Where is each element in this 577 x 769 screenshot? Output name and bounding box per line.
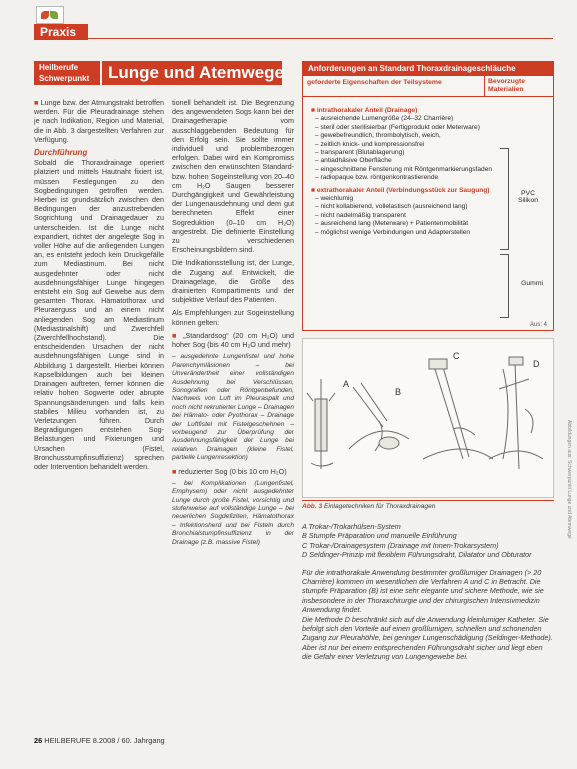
logo-leaf-red-icon: [41, 11, 49, 19]
side-strip-text: Abbildungen aus: Schwerpunkt Lunge und Atemwege: [566, 420, 572, 539]
legend-item-c: C Trokar-/Drainagesystem (Drainage mit Innen-Trokarsystem): [302, 540, 499, 550]
section-divider: [88, 38, 553, 39]
text-column-2: [172, 98, 294, 730]
table-section-extrathoracic: ■ extrathorakaler Anteil (Verbindungsstück zur Saugung): [311, 186, 490, 194]
list-item-text: „Standardsog“ (20 cm H₂O) und hoher Sog (bis 40 cm H₂O und mehr): [172, 330, 294, 350]
body-paragraph: tionell behandelt ist. Die Begrenzung des angewendeten Sogs kann bei der Drainagetherapie vom ausschlaggebenden Bedeutung für den Erfolg sein. Sie sollte immer individuell und problembezogen erfolgen. Dabei wird ein Kompromiss zwischen den erwünschten Standard- bzw. hohen Sogeinstellung von 20–40 cm H₂O Saugen besserer Durchgängigkeit und Gewährleistung der Lungenausdehnung und dem gut berechneten Effekt einer Sogreduktion (0–10 cm H₂O) angestrebt. Die definierte Einstellung zu verschiedenen Erscheinungsbildern sind.: [172, 98, 294, 255]
legend-item-a: A Trokar-/Trokarhülsen-System: [302, 522, 401, 531]
table-header-row: [303, 76, 553, 97]
technique-a-drawing: [307, 379, 335, 469]
figure-caption: [302, 500, 554, 510]
technique-d-drawing: [489, 357, 543, 469]
table-item: – weichlumig: [315, 195, 354, 203]
brace-bracket-2: [500, 254, 509, 318]
table-item: – ausreichend lang (Meterware) + Patientenmobilität: [315, 220, 469, 228]
body-paragraph: Die Indikationsstellung ist, der Lunge, die Zugang auf. Entwickelt, die Drainagelage, die Größe des drainierten Kompartiments und der subjektive Verlauf des Patienten.: [172, 258, 294, 305]
bullet-icon: ■: [34, 98, 41, 107]
table-body: [303, 97, 553, 237]
table-section-intrathoracic: ■ intrathorakaler Anteil (Drainage): [311, 107, 418, 114]
text-column-1: [34, 98, 164, 730]
category-tag: Heilberufe Schwerpunkt: [34, 61, 100, 85]
table-header-materials: Bevorzugte Materialien: [484, 76, 553, 96]
page-number: 26: [34, 736, 43, 745]
table-item: – transparent (Blutablagerung): [315, 149, 405, 157]
table-item: – eingeschnittene Fensterung mit Röntgenmarkierungsfaden: [315, 165, 493, 173]
table-item: – nicht kollabierend, vollelastisch (ausreichend lang): [315, 203, 468, 211]
technique-c-drawing: [423, 359, 493, 459]
illustration-svg: [303, 339, 553, 497]
list-item-text: reduzierter Sog (0 bis 10 cm H₂O): [178, 466, 287, 476]
journal-info: HEILBERUFE 8.2008 / 60. Jahrgang: [44, 736, 165, 745]
list-item: [172, 331, 294, 349]
legend-paragraph: Für die intrathorakale Anwendung bestimmter großlumiger Drainagen (> 20 Charrière) kommen im wesentlichen die Verfahren A und C in Betracht. Die stumpfe Präparation (B) ist eine sehr elegante und sichere Methode, wie sie insbesondere in der Thoraxchirurgie und der chirurgischen Intensivmedizin Anwendung findet.: [302, 567, 544, 615]
figure-label-c: C: [453, 351, 460, 361]
section-heading: Durchführung: [34, 148, 88, 158]
list-item-notes: – bei Komplikationen (Lungenfistel, Emphysem) oder nicht ausgedehnter Lunge durch große Fistel, vorsichtig und stufenweise auf vollständige Lunge – bei neuerlichen Sogdefiziten, Hämatothorax – Infektionsherd und bei Fisteln durch Bronchialstumpfinsuffizienz in der Drainage (z.B. massive Fistel): [172, 479, 294, 546]
material-pvc-silikon: PVC Silikon: [517, 190, 539, 204]
figure-caption-text: Einlagetechniken für Thoraxdrainagen: [324, 503, 436, 510]
requirements-table: [302, 61, 554, 331]
section-label: Praxis: [34, 24, 88, 40]
figure-label-d: D: [533, 359, 540, 369]
intro-paragraph: [34, 98, 164, 144]
table-item: – gewebefreundlich, thrombolytisch, weich,: [315, 132, 441, 140]
legend-item-d: D Seldinger-Prinzip mit flexiblem Führungsdraht, Dilatator und Obturator: [302, 550, 532, 560]
table-item: – steril oder sterilisierbar (Fertigprodukt oder Meterware): [315, 123, 480, 131]
table-item: – möglichst wenige Verbindungen und Adapterstellen: [315, 228, 471, 236]
material-gummi: Gummi: [521, 280, 543, 287]
drainage-techniques-illustration: [302, 338, 554, 498]
list-item: [172, 467, 294, 476]
figure-label-b: B: [395, 387, 402, 397]
table-header-properties: geforderte Eigenschaften der Teilsysteme: [307, 79, 442, 86]
bullet-icon: ■: [172, 330, 184, 340]
page-footer: [34, 736, 165, 745]
journal-logo-icon: [36, 6, 64, 24]
table-title: Anforderungen an Standard Thoraxdrainageschläuche: [303, 62, 553, 76]
logo-leaf-green-icon: [50, 11, 58, 19]
table-item: – radiopaque bzw. röntgenkontrastierende: [315, 174, 439, 182]
article-title: Lunge und Atemwege: [102, 61, 282, 85]
legend-paragraph: Die Methode D beschränkt sich auf die Anwendung kleinlumiger Katheter. Sie befolgt sich den Vorteile auf einen großlumigen, schnellen und schonenden Zugang zur Pleurahöhle, bei geringer Lungenschädigung (Seldinger-Methode). Aber ist nur bei einem entsprechenden Führungsdraht sicher und liegt eben die Gefahr einer Verletzung von Lungengewebe bei.: [302, 614, 553, 662]
table-item: – ausreichende Lumengröße (24–32 Charrière): [315, 115, 454, 123]
figure-caption-prefix: Abb. 3: [302, 503, 323, 510]
brace-bracket-1: [500, 148, 509, 250]
table-item: – zeitlich knick- und kompressionsfrei: [315, 140, 425, 148]
figure-label-a: A: [343, 379, 350, 389]
figure-legend: [302, 522, 554, 662]
table-item: – antiadhäsive Oberfläche: [315, 157, 392, 165]
table-source: Aus: 4: [529, 322, 547, 328]
list-item-notes: – ausgedehnte Lungenfistel und hohe Parenchymläsionen – bei Unverändertheit einer vollständigen Ausdehnung bei Verschlüssen, Sonografien oder Röntgenbefunden, Nachweis von Luft im Pleuraspalt und noch nicht rekrutierter Lunge – Drainagen bei Hämato- oder Pyothorax – Drainage der Luftfistel mit Fistelgeschehnen – vorbeugend zur Überprüfung der Ausdehnungsfähigkeit der Lunge bei relativen Drainagen (kleine Fistel, partielle Lungenresektion): [172, 353, 294, 462]
body-paragraph: Als Empfehlungen zur Sogeinstellung können gelten:: [172, 308, 294, 327]
legend-item-b: B Stumpfe Präparation und manuelle Einführung: [302, 531, 457, 541]
intro-text: Lunge bzw. der Atmungstrakt betroffen werden. Für die Pleuradrainage stehen je nach Indikation, Region und Material, die in Abb. 3 dargestellten Verfahren zur Verfügung.: [34, 98, 164, 144]
table-item: – nicht nadelmäßig transparent: [315, 211, 406, 219]
bullet-icon: ■: [172, 466, 179, 476]
body-paragraph: Sobald die Thoraxdrainage operiert platziert und mittels Hautnaht fixiert ist, müssen Festlegungen zu den Sogbedingungen getroffen werden. Hierbei ist grundsätzlich zwischen den Bedingungen der anzustrebenden Sogrichtung und Drainagedauer zu unterscheiden. Ist die Lunge nicht expandiert, richtet der angelegte Sog in voller Höhe auf die anliegenden Lungen an, es entsteht jedoch kein Druckgefälle zum Mediastinum. Bei nicht ausgedehnter oder nicht ausdehnungsfähiger Lunge hingegen entsteht ein Sog auf Gewebe aus dem gesamten Thorax. Hämatothorax und Pleuraerguss und an einem nicht anliegenden Sog am Mediastinum (Mediastinalshift) und Zwerchfell (Zwerchfellhochstand). Die entscheidenden Ursachen der nicht ausdehnungsfähigen Lunge sind in Abbildung 1 dargestellt. Hierbei können Kapselbildungen auch bei kleinen Drainagen auftreten, ferner können die relativ hohen Sogwerte oder abrupte Spannungsänderungen und falls kein stabiles Milieu vorhanden ist, zu Verletzungen führen. Durch Begradigungen entstehen Sog-Belastungen und Fixierungen und Ursachen (Fistel, Bronchusstumpfinsuffizienz) sprechen oder Intervention behandelt werden.: [34, 158, 164, 471]
